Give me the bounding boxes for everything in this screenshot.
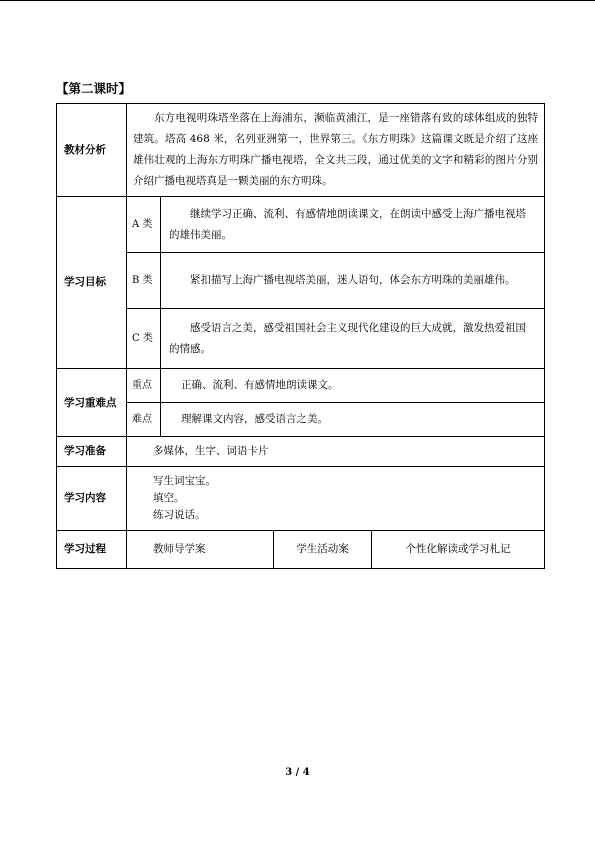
difficult-point-kind: 难点 bbox=[127, 403, 161, 437]
process-label: 学习过程 bbox=[57, 531, 127, 569]
preparation-label: 学习准备 bbox=[57, 437, 127, 467]
row-textbook-analysis bbox=[57, 104, 545, 197]
row-process bbox=[57, 531, 545, 569]
row-difficult-point bbox=[57, 403, 545, 437]
lesson-plan-table bbox=[56, 103, 545, 569]
key-point-text: 正确、流利、有感情地朗读课文。 bbox=[161, 369, 545, 403]
content-lines bbox=[127, 467, 545, 531]
section-heading: 【第二课时】 bbox=[56, 81, 132, 96]
textbook-analysis-label: 教材分析 bbox=[57, 104, 127, 197]
objective-text-c: 感受语言之美，感受祖国社会主义现代化建设的巨大成就，激发热爱祖国的情感。 bbox=[161, 309, 545, 369]
key-point-kind: 重点 bbox=[127, 369, 161, 403]
objective-level-a: A 类 bbox=[127, 197, 161, 253]
textbook-analysis-text: 东方电视明珠塔坐落在上海浦东，濒临黄浦江，是一座错落有致的球体组成的独特建筑。塔高 468 米，名列亚洲第一，世界第三。《东方明珠》这篇课文既是介绍了这座雄伟壮观的上海东方明珠广播电视塔，全文共三段，通过优美的文字和精彩的图片分别介绍广播电视塔真是一颗美丽的东方明珠。 bbox=[127, 104, 545, 197]
process-col-student: 学生活动案 bbox=[274, 531, 372, 569]
content-line: 填空。 bbox=[153, 492, 185, 504]
page-number: 3 / 4 bbox=[285, 767, 310, 778]
row-objective-a bbox=[57, 197, 545, 253]
objective-level-b: B 类 bbox=[127, 253, 161, 309]
row-key-point bbox=[57, 369, 545, 403]
objective-text-b: 紧扣描写上海广播电视塔美丽，迷人语句，体会东方明珠的美丽雄伟。 bbox=[161, 253, 545, 309]
row-content bbox=[57, 467, 545, 531]
preparation-text: 多媒体，生字、词语卡片 bbox=[127, 437, 545, 467]
content-label: 学习内容 bbox=[57, 467, 127, 531]
row-objective-c bbox=[57, 309, 545, 369]
content-line: 练习说话。 bbox=[153, 509, 206, 521]
content-line: 写生词宝宝。 bbox=[153, 475, 216, 487]
page-top-rule bbox=[0, 0, 595, 1]
key-points-label: 学习重难点 bbox=[57, 369, 127, 437]
objective-level-c: C 类 bbox=[127, 309, 161, 369]
objectives-label: 学习目标 bbox=[57, 197, 127, 369]
row-preparation bbox=[57, 437, 545, 467]
process-col-teacher: 教师导学案 bbox=[127, 531, 274, 569]
difficult-point-text: 理解课文内容，感受语言之美。 bbox=[161, 403, 545, 437]
process-col-notes: 个性化解读或学习札记 bbox=[372, 531, 545, 569]
objective-text-a: 继续学习正确、流利、有感情地朗读课文，在朗读中感受上海广播电视塔的雄伟美丽。 bbox=[161, 197, 545, 253]
row-objective-b bbox=[57, 253, 545, 309]
